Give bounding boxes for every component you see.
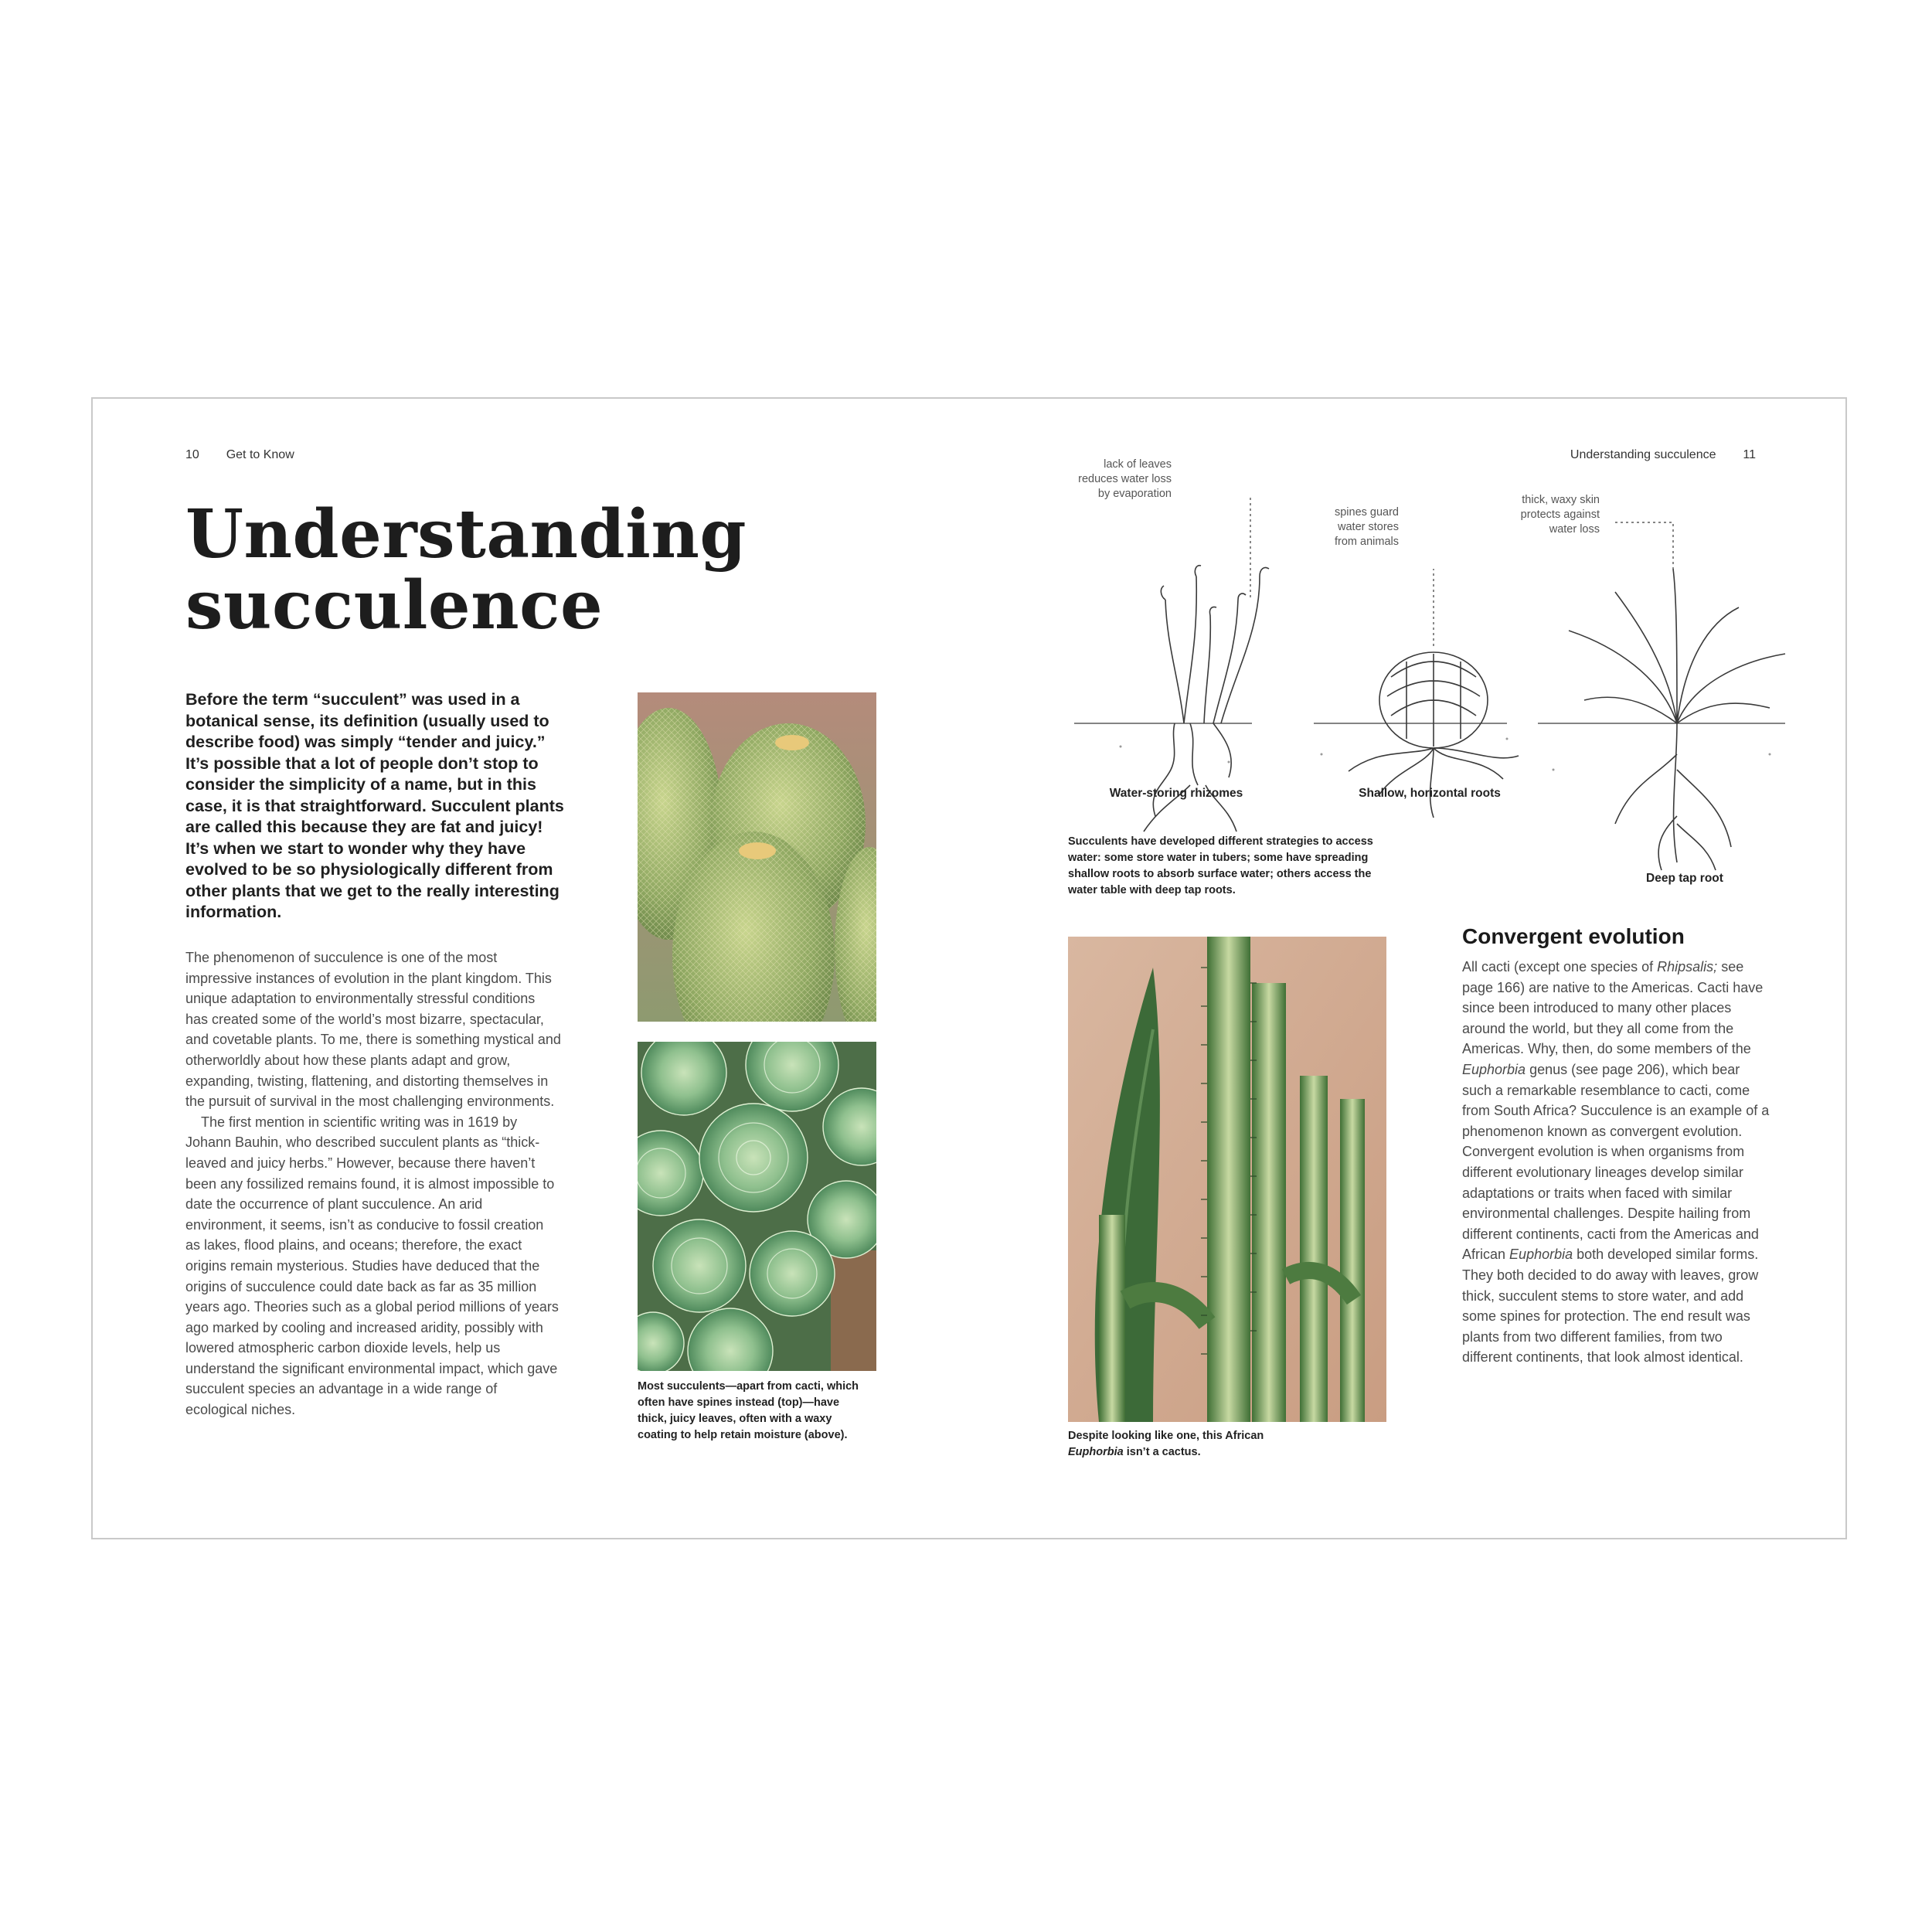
convergent-italic-euphorbia-1: Euphorbia xyxy=(1462,1061,1526,1077)
convergent-text-2: see page 166) are native to the Americas. Cacti have since been introduced to many other places around the world, but they all come from the Americas. Why, then, do some members of the xyxy=(1462,959,1764,1057)
lede-paragraph: Before the term “succulent” was used in a botanical sense, its definition (usually used to describe food) was simply “tender and juicy.” It’s possible that a lot of people don’t stop to consider the simplicity of a name, but in this case, it is that straightforward. Succulent plants are called this because they are fat and juicy! It’s when we start to wonder why they have evolved to be so physiologically different from other plants that we get to the really interesting information. xyxy=(185,690,564,921)
convergent-evolution-heading: Convergent evolution xyxy=(1462,924,1685,948)
convergent-text-4: both developed similar forms. They both decided to do away with leaves, grow thick, succulent stems to store water, and add some spines for protection. The end result was plants from two different families, from two different continents, that look almost identical. xyxy=(1462,1247,1759,1366)
annotation-2-line-2: water stores xyxy=(1338,521,1399,533)
right-page-number: 11 xyxy=(1743,448,1756,461)
euphorbia-caption-suffix: isn’t a cactus. xyxy=(1126,1446,1201,1458)
page-title xyxy=(185,495,747,645)
barrel-cactus-image xyxy=(638,692,876,1022)
succulent-photo-caption: Most succulents—apart from cacti, which often have spines instead (top)—have thick, juicy leaves, often with a waxy coating to help retain moisture (above). xyxy=(638,1380,859,1441)
convergent-italic-euphorbia-2: Euphorbia xyxy=(1509,1247,1573,1263)
barrel-cactus-photo xyxy=(638,692,876,1022)
annotation-1-line-2: reduces water loss xyxy=(1078,473,1172,485)
euphorbia-photo-caption xyxy=(1068,1428,1377,1461)
annotation-3-line-2: protects against xyxy=(1520,509,1600,521)
euphorbia-caption-italic: Euphorbia xyxy=(1068,1446,1124,1458)
label-deep-tap-root: Deep tap root xyxy=(1646,872,1723,885)
label-water-storing-rhizomes: Water-storing rhizomes xyxy=(1109,787,1243,800)
left-folio xyxy=(185,448,294,462)
annotation-3-line-1: thick, waxy skin xyxy=(1522,494,1600,506)
right-section-name: Understanding succulence xyxy=(1570,448,1716,461)
annotation-1-line-1: lack of leaves xyxy=(1104,458,1172,471)
title-line-2: succulence xyxy=(185,566,604,645)
body-paragraph-2: The first mention in scientific writing was in 1619 by Johann Bauhin, who described succulent plants as “thick-leaved and juicy herbs.” However, because there haven’t been any fossilized remains found, it is almost impossible to date the occurrence of plant succulence. An arid environment, it seems, isn’t as conducive to fossil creation as lakes, flood plains, and oceans; therefore, the exact origins remain mysterious. Studies have deduced that the origins of succulence could date back as far as 35 million years ago. Theories such as a global period millions of years ago marked by cooling and increased aridity, possibly with lowered atmospheric carbon dioxide levels, help us understand the significant environmental impact, which gave succulent species an advantage in a wide range of ecological niches. xyxy=(185,1114,559,1418)
label-shallow-roots: Shallow, horizontal roots xyxy=(1359,787,1501,800)
annotation-2-line-3: from animals xyxy=(1335,536,1399,548)
echeveria-photo xyxy=(638,1042,876,1371)
convergent-text-3: genus (see page 206), which bear such a remarkable resemblance to cacti, come from South Africa? Succulence is an example of a phenomenon known as convergent evolution. Convergent evolution is when organisms from different evolutionary lineages develop similar adaptations or traits when faced with similar environmental challenges. Despite hailing from different continents, cacti from the Americas and African xyxy=(1462,1061,1770,1263)
diagram-caption: Succulents have developed different strategies to access water: some store water in tubers; some have spreading shallow roots to absorb surface water; others access the water table with deep tap roots. xyxy=(1068,835,1373,896)
convergent-text-1: All cacti (except one species of xyxy=(1462,959,1654,975)
left-section-name: Get to Know xyxy=(226,448,294,461)
title-line-1: Understanding xyxy=(185,495,747,573)
convergent-evolution-text xyxy=(1462,957,1770,1368)
euphorbia-photo xyxy=(1068,937,1386,1422)
body-text xyxy=(185,947,561,1420)
annotation-3-line-3: water loss xyxy=(1549,523,1600,536)
euphorbia-caption-prefix: Despite looking like one, this African xyxy=(1068,1430,1264,1442)
euphorbia-image xyxy=(1068,937,1386,1422)
annotation-1-line-3: by evaporation xyxy=(1097,488,1172,500)
body-paragraph-1: The phenomenon of succulence is one of the most impressive instances of evolution in the plant kingdom. This unique adaptation to environmentally stressful conditions has created some of the world’s most bizarre, spectacular, and covetable plants. To me, there is something mystical and otherworldly about how these plants adapt and grow, expanding, twisting, flattening, and distorting themselves in the pursuit of survival in the most challenging environments. xyxy=(185,950,561,1110)
annotation-2-line-1: spines guard xyxy=(1334,506,1399,519)
convergent-italic-rhipsalis: Rhipsalis; xyxy=(1657,959,1718,975)
echeveria-image xyxy=(638,1042,876,1371)
left-page-number: 10 xyxy=(185,448,199,461)
book-spread xyxy=(91,397,1847,1539)
right-folio xyxy=(1558,448,1756,462)
